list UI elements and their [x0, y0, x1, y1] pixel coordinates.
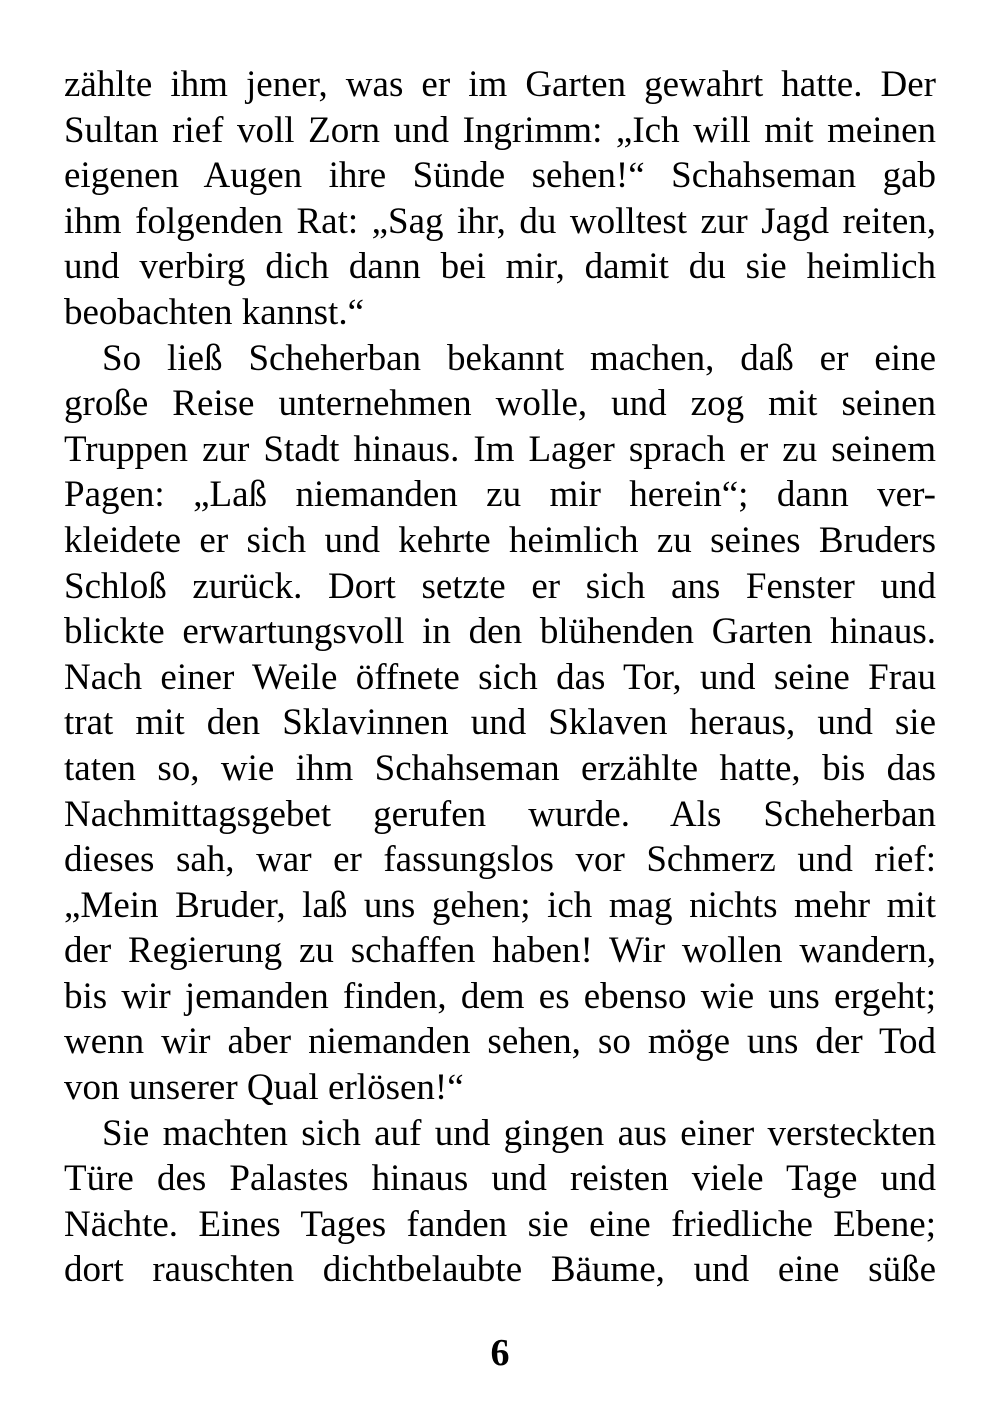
- text-line: Türe des Palastes hinaus und reisten viele Tage und: [64, 1158, 936, 1200]
- text-line: kleidete er sich und kehrte heimlich zu seines Bruders: [64, 519, 936, 561]
- text-line: zählte ihm jener, was er im Garten gewahrt hatte. Der: [64, 64, 936, 105]
- text-line: beobachten kannst.“: [64, 291, 364, 333]
- text-line: Schloß zurück. Dort setzte er sich ans Fenster und: [64, 565, 936, 607]
- text-line: trat mit den Sklavinnen und Sklaven heraus, und sie: [64, 702, 936, 744]
- text-line: wenn wir aber niemanden sehen, so möge uns der Tod: [64, 1021, 936, 1063]
- page-number: 6: [490, 1332, 510, 1374]
- text-line: Nach einer Weile öffnete sich das Tor, und seine Frau: [64, 656, 936, 698]
- text-line: Sultan rief voll Zorn und Ingrimm: „Ich will mit meinen: [64, 109, 936, 151]
- text-line: dort rauschten dichtbelaubte Bäume, und eine süße: [64, 1249, 936, 1291]
- text-line: dieses sah, war er fassungslos vor Schmerz und rief:: [64, 839, 936, 881]
- text-line: „Mein Bruder, laß uns gehen; ich mag nichts mehr mit: [64, 884, 936, 926]
- paragraph-start-line: Sie machten sich auf und gingen aus einer versteckten: [102, 1112, 936, 1154]
- text-line: ihm folgenden Rat: „Sag ihr, du wolltest zur Jagd reiten,: [64, 200, 936, 242]
- text-line: eigenen Augen ihre Sünde sehen!“ Schahseman gab: [64, 155, 936, 197]
- text-line: Nachmittagsgebet gerufen wurde. Als Scheherban: [64, 793, 936, 835]
- text-line: Pagen: „Laß niemanden zu mir herein“; dann ver-: [64, 474, 936, 516]
- body-text: [64, 62, 936, 1293]
- text-line: große Reise unternehmen wolle, und zog mit seinen: [64, 383, 936, 425]
- text-line: Nächte. Eines Tages fanden sie eine friedliche Ebene;: [64, 1203, 936, 1245]
- text-line: von unserer Qual erlösen!“: [64, 1067, 464, 1109]
- text-line: blickte erwartungsvoll in den blühenden Garten hinaus.: [64, 611, 936, 653]
- text-line: und verbirg dich dann bei mir, damit du sie heimlich: [64, 246, 936, 288]
- text-line: taten so, wie ihm Schahseman erzählte hatte, bis das: [64, 747, 936, 789]
- text-line: der Regierung zu schaffen haben! Wir wollen wandern,: [64, 930, 936, 972]
- text-line: Truppen zur Stadt hinaus. Im Lager sprach er zu seinem: [64, 428, 936, 470]
- paragraph-start-line: So ließ Scheherban bekannt machen, daß er eine: [102, 337, 936, 379]
- text-line: bis wir jemanden finden, dem es ebenso wie uns ergeht;: [64, 975, 936, 1017]
